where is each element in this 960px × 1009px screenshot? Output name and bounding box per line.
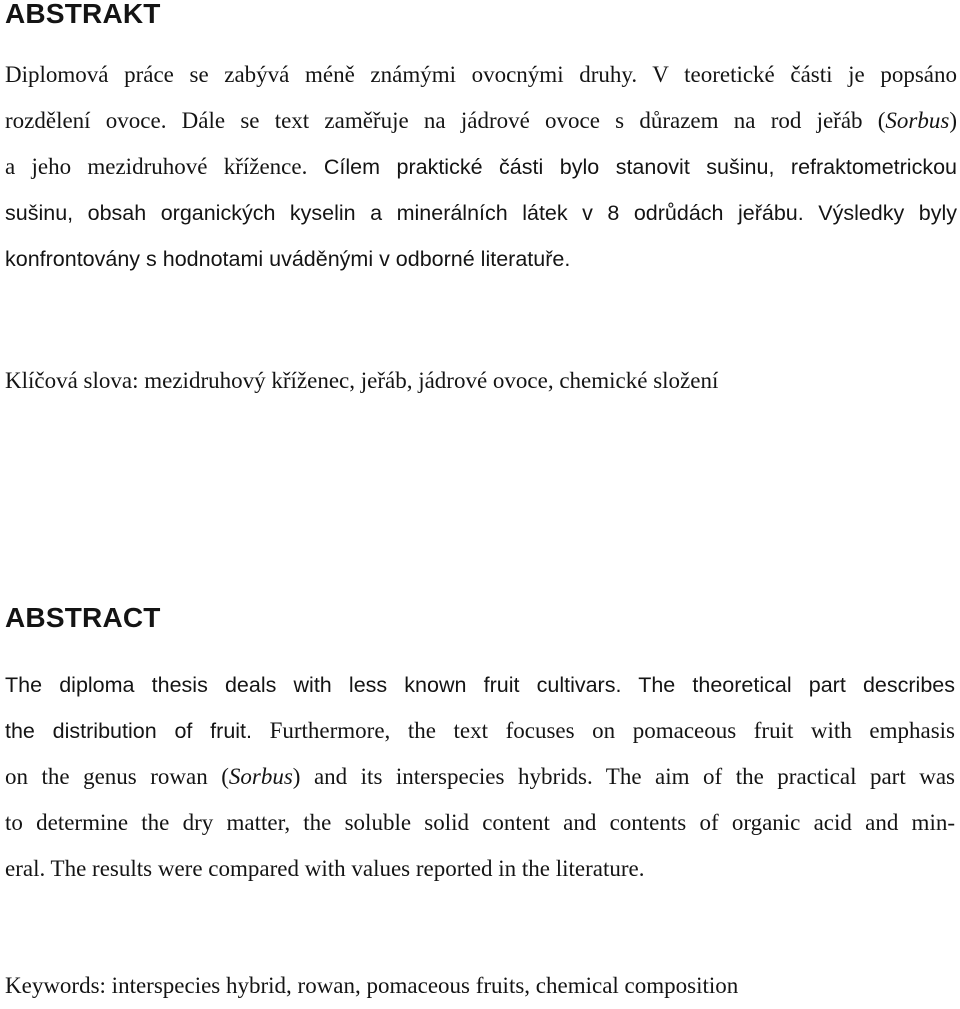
abstrakt-line-2-text: rozdělení ovoce. Dále se text zaměřuje na jádrové ovoce s důrazem na rod jeřáb ( [5,108,886,133]
abstrakt-line-2-close: ) [949,108,957,133]
abstract-line-4-text: to determine the dry matter, the soluble solid content and contents of organic acid and min- [5,810,955,835]
abstract-line-5-text: eral. The results were compared with values reported in the literature. [5,856,645,881]
keywords-line: Keywords: interspecies hybrid, rowan, pomaceous fruits, chemical composition [5,973,739,998]
abstract-line-2-sans: the distribution of fruit. [5,719,252,743]
abstract-paragraph [5,662,955,892]
abstract-line-3-start: on the genus rowan ( [5,764,229,789]
abstract-line-2 [5,708,955,754]
abstrakt-genus-italic: Sorbus [885,108,950,133]
abstrakt-line-1-text: Diplomová práce se zabývá méně známými ovocnými druhy. V teoretické části je popsáno [5,62,957,87]
abstrakt-line-3 [5,144,957,190]
abstrakt-line-5 [5,236,957,282]
abstrakt-line-4-text: sušinu, obsah organických kyselin a minerálních látek v 8 odrůdách jeřábu. Výsledky byly [5,201,957,225]
abstract-line-3-end: ) and its interspecies hybrids. The aim of the practical part was [292,764,955,789]
abstrakt-line-3-sans: Cílem praktické části bylo stanovit sušinu, refraktometrickou [307,155,958,179]
abstract-line-5 [5,846,955,892]
abstrakt-line-1 [5,52,957,98]
abstrakt-line-4 [5,190,957,236]
abstract-line-3 [5,754,955,800]
abstract-line-1-text: The diploma thesis deals with less known fruit cultivars. The theoretical part describes [5,673,955,697]
abstrakt-line-2 [5,98,957,144]
abstract-line-4 [5,800,955,846]
abstract-heading: ABSTRACT [5,602,161,633]
abstract-line-2-serif: Furthermore, the text focuses on pomaceous fruit with emphasis [252,718,955,743]
abstrakt-heading: ABSTRAKT [5,0,161,29]
abstract-genus-italic: Sorbus [228,764,293,789]
abstract-line-1 [5,662,955,708]
abstrakt-line-3-serif: a jeho mezidruhové křížence. [5,154,308,179]
abstrakt-paragraph [5,52,957,282]
abstrakt-line-5-text: konfrontovány s hodnotami uváděnými v odborné literatuře. [5,247,571,271]
klicova-slova: Klíčová slova: mezidruhový kříženec, jeřáb, jádrové ovoce, chemické složení [5,368,719,393]
